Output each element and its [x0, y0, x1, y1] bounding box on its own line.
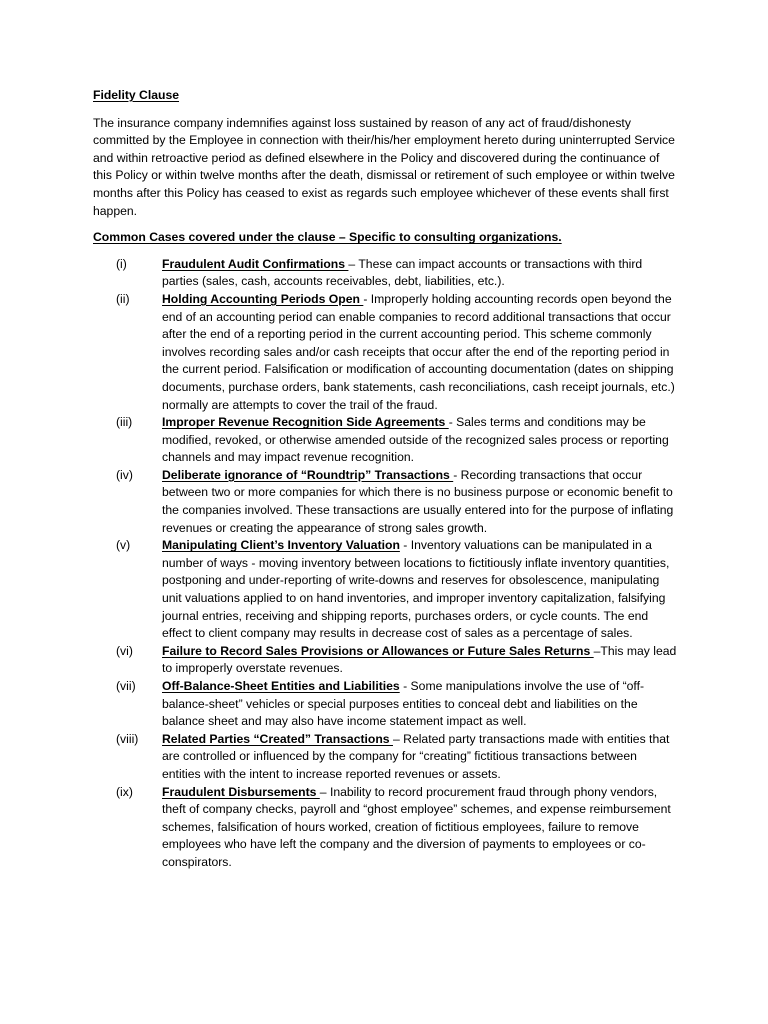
list-item-number: (vi) — [116, 643, 133, 658]
list-item-title: Holding Accounting Periods Open — [162, 291, 364, 306]
list-item-title: Deliberate ignorance of “Roundtrip” Transactions — [162, 467, 454, 482]
list-item-text: - Sales terms and conditions may be modified, revoked, or otherwise amended outside of the recognized sales process or reporting channels and may impact revenue recognition. — [162, 415, 669, 465]
list-item-body — [162, 291, 677, 414]
list-item-body — [162, 537, 677, 643]
list-item-title: Fraudulent Disbursements — [162, 784, 320, 799]
list-item-body — [162, 467, 677, 537]
intro-paragraph: The insurance company indemnifies against loss sustained by reason of any act of fraud/dishonesty committed by the Employee in connection with their/his/her employment hereto during uninterrupted Service and within retroactive period as defined elsewhere in the Policy and discovered during the continuance of this Policy or within twelve months after the death, dismissal or retirement of such employee or within twelve months after this Policy has ceased to exist as regards such employee whichever of these events shall first happen. — [93, 115, 675, 218]
list-item-title: Improper Revenue Recognition Side Agreements — [162, 415, 449, 430]
list-item — [93, 414, 677, 467]
list-item-title: Fraudulent Audit Confirmations — [162, 256, 349, 271]
list-item-number: (i) — [116, 256, 127, 271]
list-item-text: - Inventory valuations can be manipulated in a number of ways - moving inventory between locations to fictitiously inflate inventory quantities, postponing and under-reporting of write-downs and reserves for obsolescence, manipulating unit valuations applied to on hand inventories, and improper inventory capitalization, falsifying journal entries, receiving and shipping reports, purchases orders, or cycle counts. The end effect to client company may results in decrease cost of sales as a percentage of sales. — [162, 538, 670, 641]
list-item-number: (iii) — [116, 415, 133, 430]
document-heading: Fidelity Clause — [93, 88, 180, 102]
list-item-text: – Inability to record procurement fraud through phony vendors, theft of company checks, payroll and “ghost employee” schemes, and expense reimbursement schemes, falsification of hours worked, creation of fictitious employees, failure to remove employees who have left the company and the diversion of payments to employees or co-conspirators. — [162, 784, 671, 869]
list-item-number: (iv) — [116, 467, 133, 482]
list-item — [93, 467, 677, 537]
list-item-text: – Related party transactions made with entities that are controlled or influenced by the company for “creating” fictitious transactions between entities with the intent to increase reported revenues or assets. — [162, 731, 670, 781]
list-item-text: – These can impact accounts or transactions with third parties (sales, cash, accounts receivables, debt, liabilities, etc.). — [162, 256, 643, 289]
list-item-number: (vii) — [116, 679, 136, 693]
list-item-title: Off-Balance-Sheet Entities and Liabilities — [162, 679, 400, 693]
list-item-title: Manipulating Client’s Inventory Valuation — [162, 538, 400, 553]
list-item-number: (ii) — [116, 291, 130, 306]
list-item — [93, 784, 677, 872]
list-item-body — [162, 784, 677, 872]
list-item — [93, 731, 677, 784]
list-item — [93, 537, 677, 643]
list-item-number: (viii) — [116, 731, 139, 746]
cases-list — [93, 256, 677, 872]
list-item-title: Related Parties “Created” Transactions — [162, 731, 393, 746]
list-item — [93, 256, 677, 291]
list-item — [93, 678, 677, 731]
list-item-text: –This may lead to improperly overstate revenues. — [162, 643, 677, 676]
list-item — [93, 291, 677, 414]
list-item — [93, 643, 677, 678]
list-item-body — [162, 678, 677, 731]
list-item-number: (ix) — [116, 784, 133, 799]
document-page — [93, 87, 677, 872]
list-item-text: - Improperly holding accounting records open beyond the end of an accounting period can enable companies to record additional transactions that occur after the end of a reporting period in the current accounting period. This scheme commonly involves recording sales and/or cash receipts that occur after the end of the reporting period in the current period. Falsification or modification of accounting documentation (dates on shipping documents, purchase orders, bank statements, cash reconciliations, cash receipt journals, etc.) normally are attempts to cover the trail of the fraud. — [162, 291, 675, 412]
list-item-body — [162, 731, 677, 784]
list-item-body — [162, 643, 677, 678]
list-item-text: - Some manipulations involve the use of “off-balance-sheet” vehicles or special purposes entities to conceal debt and liabilities on the balance sheet and may also have income statement impact as well. — [162, 679, 645, 729]
list-item-number: (v) — [116, 538, 131, 553]
list-item-body — [162, 414, 677, 467]
cases-subheading: Common Cases covered under the clause – Specific to consulting organizations. — [93, 230, 562, 245]
list-item-title: Failure to Record Sales Provisions or Allowances or Future Sales Returns — [162, 643, 594, 658]
list-item-body — [162, 256, 677, 291]
list-item-text: - Recording transactions that occur between two or more companies for which there is no business purpose or economic benefit to the companies involved. These transactions are usually entered into for the purpose of inflating revenues or creating the appearance of strong sales growth. — [162, 467, 674, 535]
